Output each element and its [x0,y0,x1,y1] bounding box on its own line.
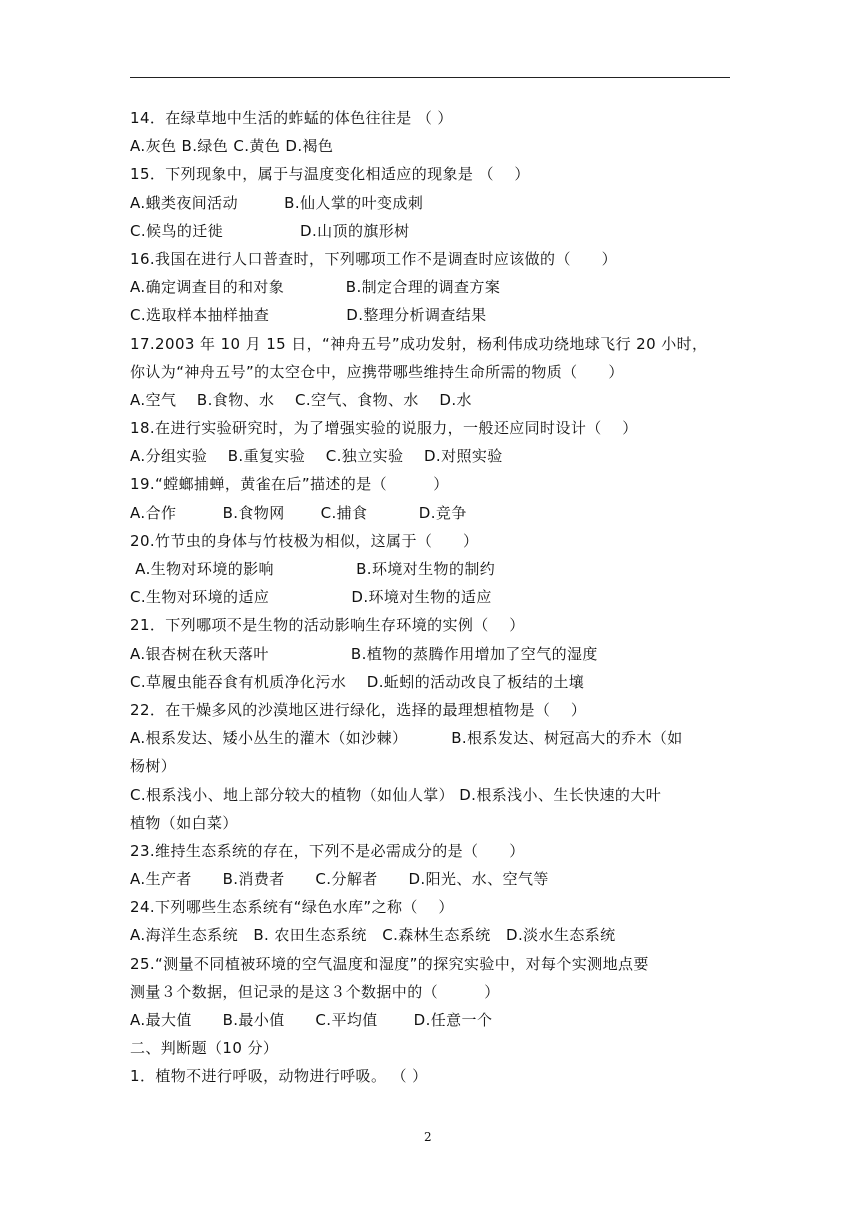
header-rule [130,77,730,78]
text-line: 20.竹节虫的身体与竹枝极为相似，这属于（ ） [130,531,479,550]
text-line: 14．在绿草地中生活的蚱蜢的体色往往是 （ ） [130,109,453,127]
text-line: A.生物对环境的影响 B.环境对生物的制约 [130,560,496,578]
text-line: A.蛾类夜间活动 B.仙人掌的叶变成刺 [130,193,424,212]
text-line: 23.维持生态系统的存在，下列不是必需成分的是（ ） [130,841,525,860]
text-line: 25.“测量不同植被环境的空气温度和湿度”的探究实验中，对每个实测地点要 [130,954,649,973]
text-line: 21．下列哪项不是生物的活动影响生存环境的实例（ ） [130,616,525,635]
text-line: A.海洋生态系统 B. 农田生态系统 C.森林生态系统 D.淡水生态系统 [130,926,616,945]
text-line: 你认为“神舟五号”的太空仓中，应携带哪些维持生命所需的物质（ ） [130,362,624,381]
text-line: 24.下列哪些生态系统有“绿色水库”之称（ ） [130,898,454,917]
text-line: C.选取样本抽样抽查 D.整理分析调查结果 [130,306,487,325]
text-line: C.候鸟的迁徙 D.山顶的旗形树 [130,221,410,240]
text-line: A.确定调查目的和对象 B.制定合理的调查方案 [130,278,501,297]
text-line: C.草履虫能吞食有机质净化污水 D.蚯蚓的活动改良了板结的土壤 [130,672,585,691]
text-line: 17.2003 年 10 月 15 日，“神舟五号”成功发射，杨利伟成功绕地球飞行 20 小时， [130,334,708,353]
text-line: 1．植物不进行呼吸，动物进行呼吸。 （ ） [130,1067,428,1086]
text-line: 杨树） [130,757,177,776]
text-line: 18.在进行实验研究时，为了增强实验的说服力，一般还应同时设计（ ） [130,419,638,438]
text-line: A.分组实验 B.重复实验 C.独立实验 D.对照实验 [130,447,503,466]
text-line: A.空气 B.食物、水 C.空气、食物、水 D.水 [130,390,472,409]
text-line: A.最大值 B.最小值 C.平均值 D.任意一个 [130,1011,493,1029]
document-body [130,104,740,1091]
page-number: 2 [424,1130,432,1144]
text-line: A.银杏树在秋天落叶 B.植物的蒸腾作用增加了空气的湿度 [130,644,598,663]
text-line: 测量３个数据，但记录的是这３个数据中的（ ） [130,982,500,1001]
text-line: C.根系浅小、地上部分较大的植物（如仙人掌） D.根系浅小、生长快速的大叶 [130,785,662,804]
text-line: 二、判断题（10 分） [130,1039,279,1058]
text-line: A.根系发达、矮小丛生的灌木（如沙棘） B.根系发达、树冠高大的乔木（如 [130,729,683,748]
text-line: 22．在干燥多风的沙漠地区进行绿化，选择的最理想植物是（ ） [130,700,587,719]
text-line: 植物（如白菜） [130,813,238,832]
text-line: 16.我国在进行人口普查时，下列哪项工作不是调查时应该做的（ ） [130,249,618,268]
text-line: 15．下列现象中，属于与温度变化相适应的现象是 （ ） [130,165,530,184]
text-line: 19.“螳螂捕蝉，黄雀在后”描述的是（ ） [130,475,449,494]
text-line: A.生产者 B.消费者 C.分解者 D.阳光、水、空气等 [130,870,549,889]
text-line: A.合作 B.食物网 C.捕食 D.竞争 [130,503,467,522]
text-line: C.生物对环境的适应 D.环境对生物的适应 [130,588,492,607]
text-line: A.灰色 B.绿色 C.黄色 D.褐色 [130,137,334,156]
